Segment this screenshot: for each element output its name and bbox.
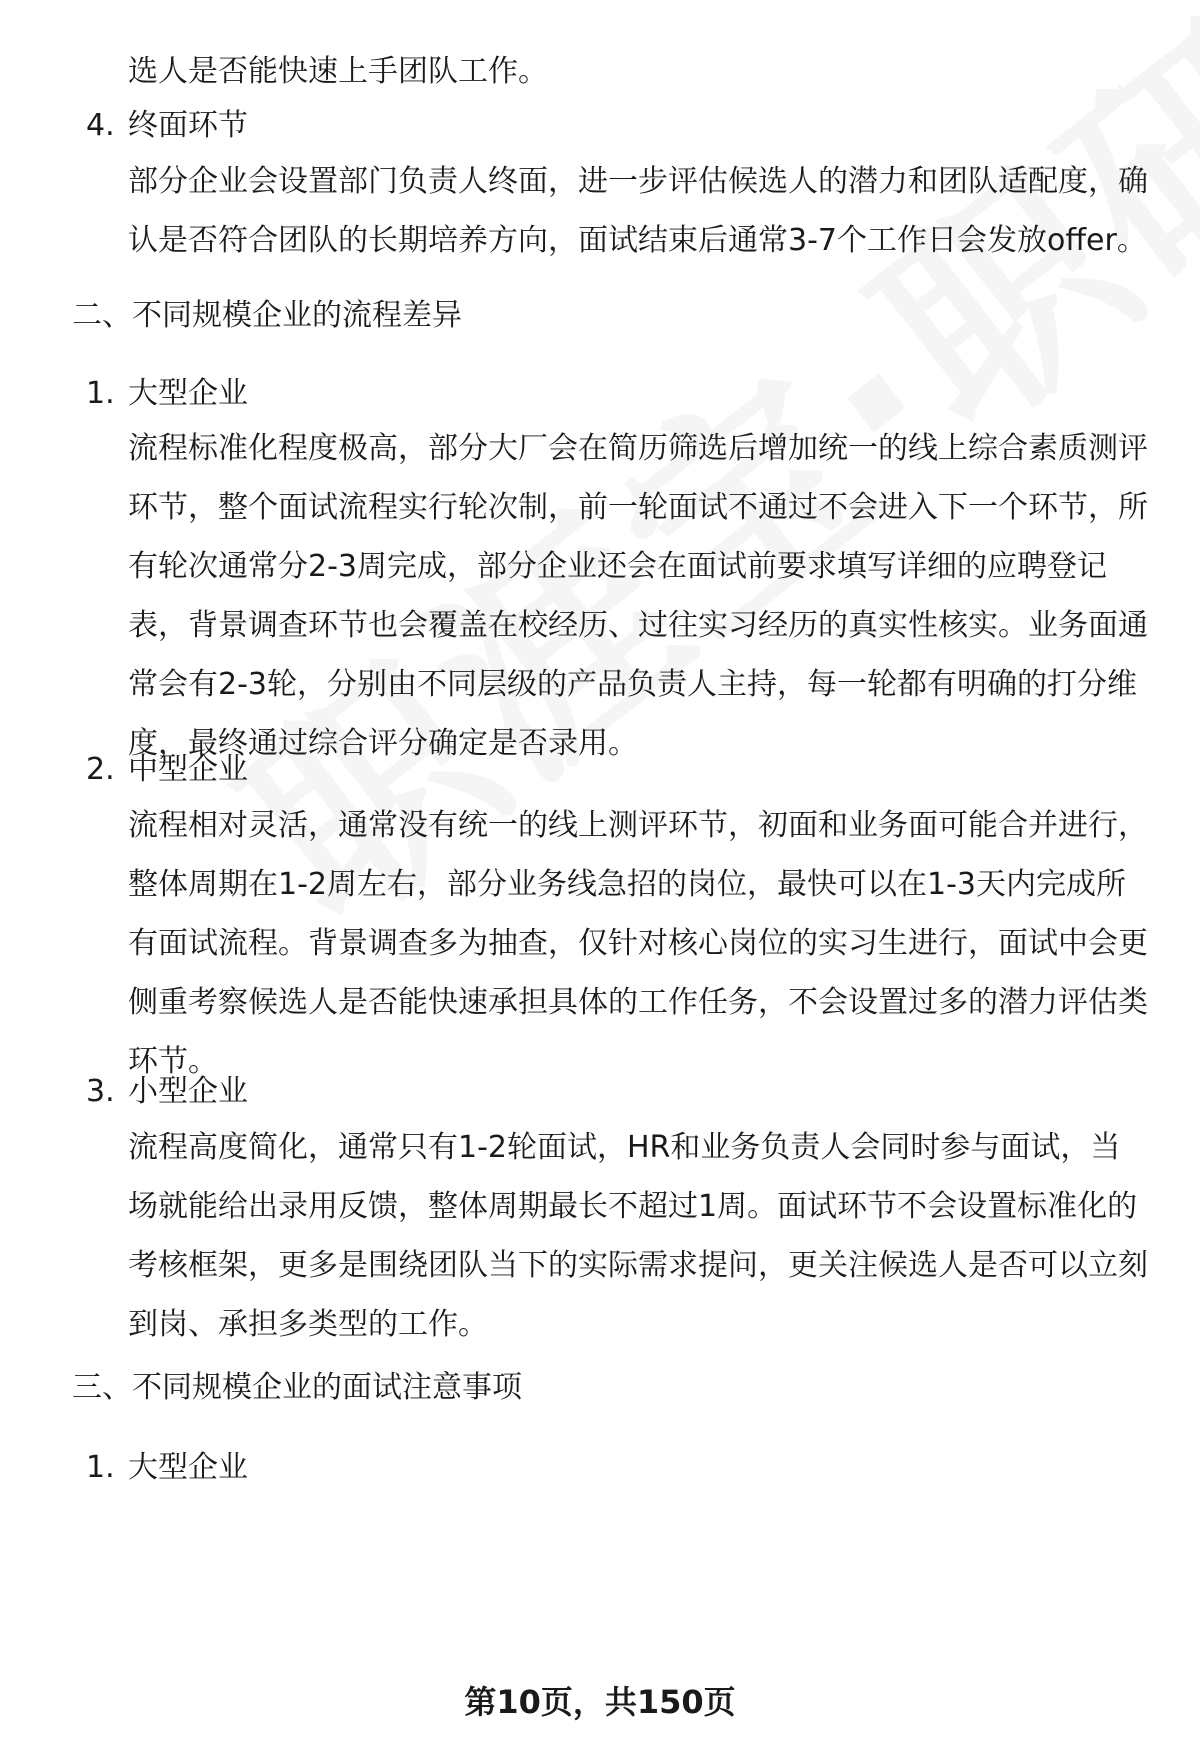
- carryover-text: 选人是否能快速上手团队工作。: [128, 54, 548, 89]
- item-text-final: 部分企业会设置部门负责人终面，进一步评估候选人的潜力和团队适配度，确认是否符合团队的长期培养方向，面试结束后通常3-7个工作日会发放offer。: [128, 164, 1148, 258]
- item-text-small: 流程高度简化，通常只有1-2轮面试，HR和业务负责人会同时参与面试，当场就能给出录用反馈，整体周期最长不超过1周。面试环节不会设置标准化的考核框架，更多是围绕团队当下的实际需求提问，更关注候选人是否可以立刻到岗、承担多类型的工作。: [128, 1130, 1148, 1342]
- list-number: 3.: [86, 1074, 115, 1109]
- section-title-2: 二、不同规模企业的流程差异: [72, 298, 462, 333]
- item-title-medium: 中型企业: [128, 752, 248, 787]
- section-title-3: 三、不同规模企业的面试注意事项: [72, 1370, 522, 1405]
- list-number: 2.: [86, 752, 115, 787]
- item-title-small: 小型企业: [128, 1074, 248, 1109]
- page-footer: 第10页，共150页: [464, 1683, 736, 1721]
- item-title-final: 终面环节: [128, 108, 248, 143]
- list-number: 4.: [86, 108, 115, 143]
- item-text-medium: 流程相对灵活，通常没有统一的线上测评环节，初面和业务面可能合并进行，整体周期在1-2周左右，部分业务线急招的岗位，最快可以在1-3天内完成所有面试流程。背景调查多为抽查，仅针对核心岗位的实习生进行，面试中会更侧重考察候选人是否能快速承担具体的工作任务，不会设置过多的潜力评估类环节。: [128, 808, 1148, 1079]
- item-title-large-2: 大型企业: [128, 1450, 248, 1485]
- list-number: 1.: [86, 376, 115, 411]
- item-text-large: 流程标准化程度极高，部分大厂会在简历筛选后增加统一的线上综合素质测评环节，整个面试流程实行轮次制，前一轮面试不通过不会进入下一个环节，所有轮次通常分2-3周完成，部分企业还会在面试前要求填写详细的应聘登记表，背景调查环节也会覆盖在校经历、过往实习经历的真实性核实。业务面通常会有2-3轮，分别由不同层级的产品负责人主持，每一轮都有明确的打分维度，最终通过综合评分确定是否录用。: [128, 431, 1148, 761]
- item-title-large: 大型企业: [128, 376, 248, 411]
- list-number: 1.: [86, 1450, 115, 1485]
